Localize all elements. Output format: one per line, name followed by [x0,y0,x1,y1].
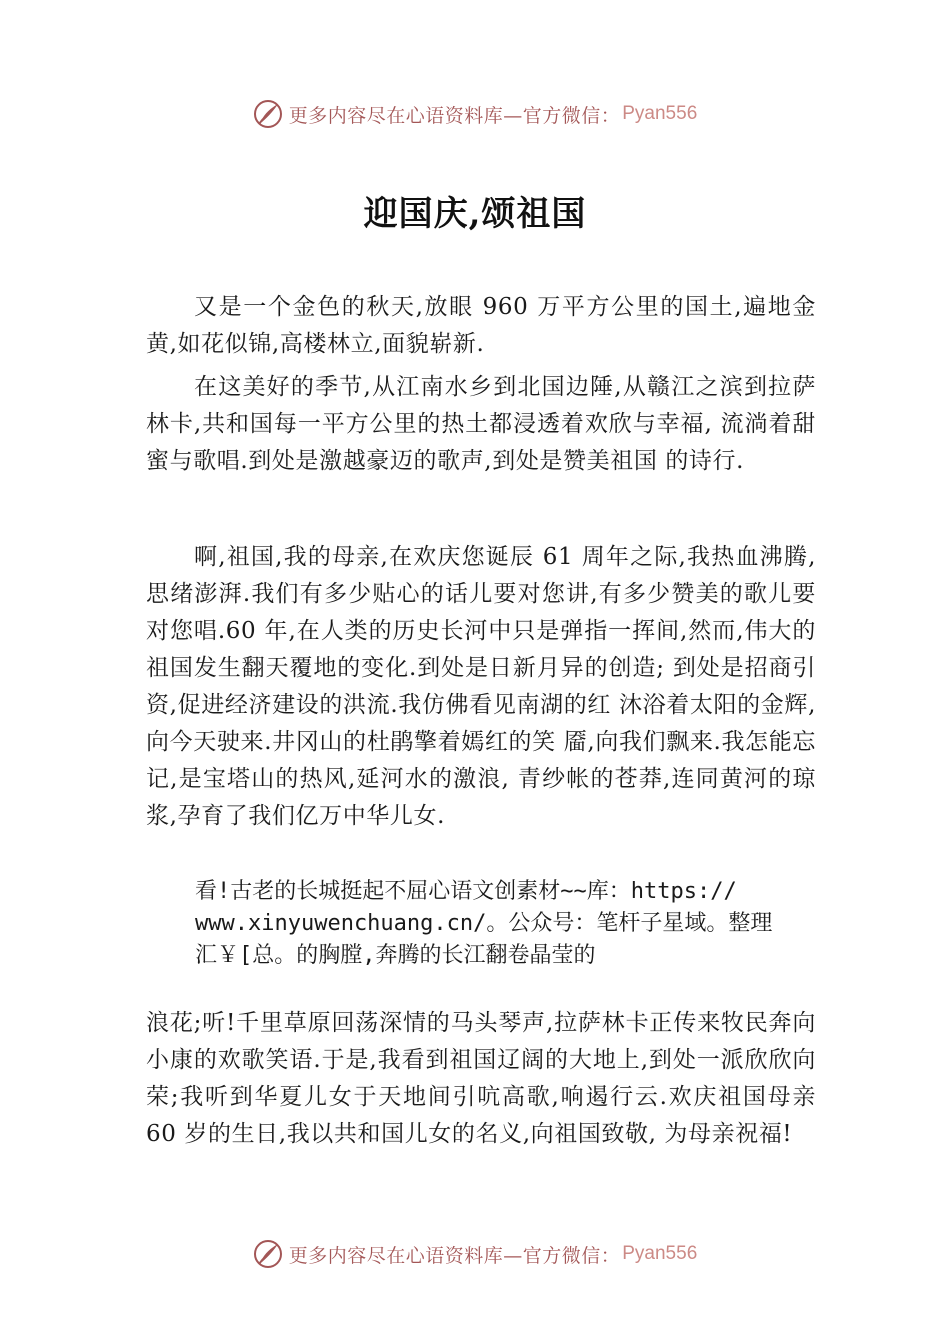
paragraph-1 [146,289,816,363]
paragraph-2-text: 在这美好的季节,从江南水乡到北国边陲,从赣江之滨到拉萨林卡,共和国每一平方公里的热土都浸透着欢欣与幸福, 流淌着甜蜜与歌唱.到处是激越豪迈的歌声,到处是赞美祖国 的诗行. [146,374,816,474]
paragraph-3-text: 啊,祖国,我的母亲,在欢庆您诞辰 61 周年之际,我热血沸腾,思绪澎湃.我们有多少贴心的话儿要对您讲,有多少赞美的歌儿要对您唱.60 年,在人类的历史长河中只是弹指一挥间,然而,伟大的祖国发生翻天覆地的变化.到处是日新月异的创造; 到处是招商引资,促进经济建设的洪流.我仿佛看见南湖的红 沐浴着太阳的金辉,向今天驶来.井冈山的杜鹃擎着嫣红的笑 靥,向我们飘来.我怎能忘记,是宝塔山的热风,延河水的激浪, 青纱帐的苍莽,连同黄河的琼浆,孕育了我们亿万中华儿女. [146,544,816,829]
paragraph-1-text: 又是一个金色的秋天,放眼 960 万平方公里的国土,遍地金黄,如花似锦,高楼林立,面貌崭新. [146,294,816,357]
quill-logo-icon [253,1239,283,1269]
inserted-line-2: www.xinyuwenchuang.cn/。公众号：笔杆子星域。整理 [195,911,773,936]
paragraph-3 [146,539,816,835]
footer-banner-text: 更多内容尽在心语资料库—官方微信： [288,1244,621,1267]
footer-banner [0,1236,950,1272]
inserted-text-block [195,876,820,972]
header-banner-text: 更多内容尽在心语资料库—官方微信： [288,104,621,127]
footer-banner-id: Pyan556 [622,1243,698,1264]
header-banner-id: Pyan556 [622,103,698,124]
paragraph-4 [146,1005,816,1153]
inserted-line-1: 看!古老的长城挺起不屈心语文创素材~~库：https:// [195,879,737,904]
header-banner [0,96,950,132]
paragraph-4-text: 浪花;听!千里草原回荡深情的马头琴声,拉萨林卡正传来牧民奔向小康的欢歌笑语.于是,我看到祖国辽阔的大地上,到处一派欣欣向荣;我听到华夏儿女于天地间引吭高歌,响遏行云.欢庆祖国母亲 60 岁的生日,我以共和国儿女的名义,向祖国致敬, 为母亲祝福! [146,1010,816,1147]
quill-logo-icon [253,99,283,129]
paragraph-2 [146,369,816,480]
inserted-line-3: 汇￥[总。的胸膛,奔腾的长江翻卷晶莹的 [195,943,596,968]
article-title: 迎国庆,颂祖国 [363,194,587,234]
